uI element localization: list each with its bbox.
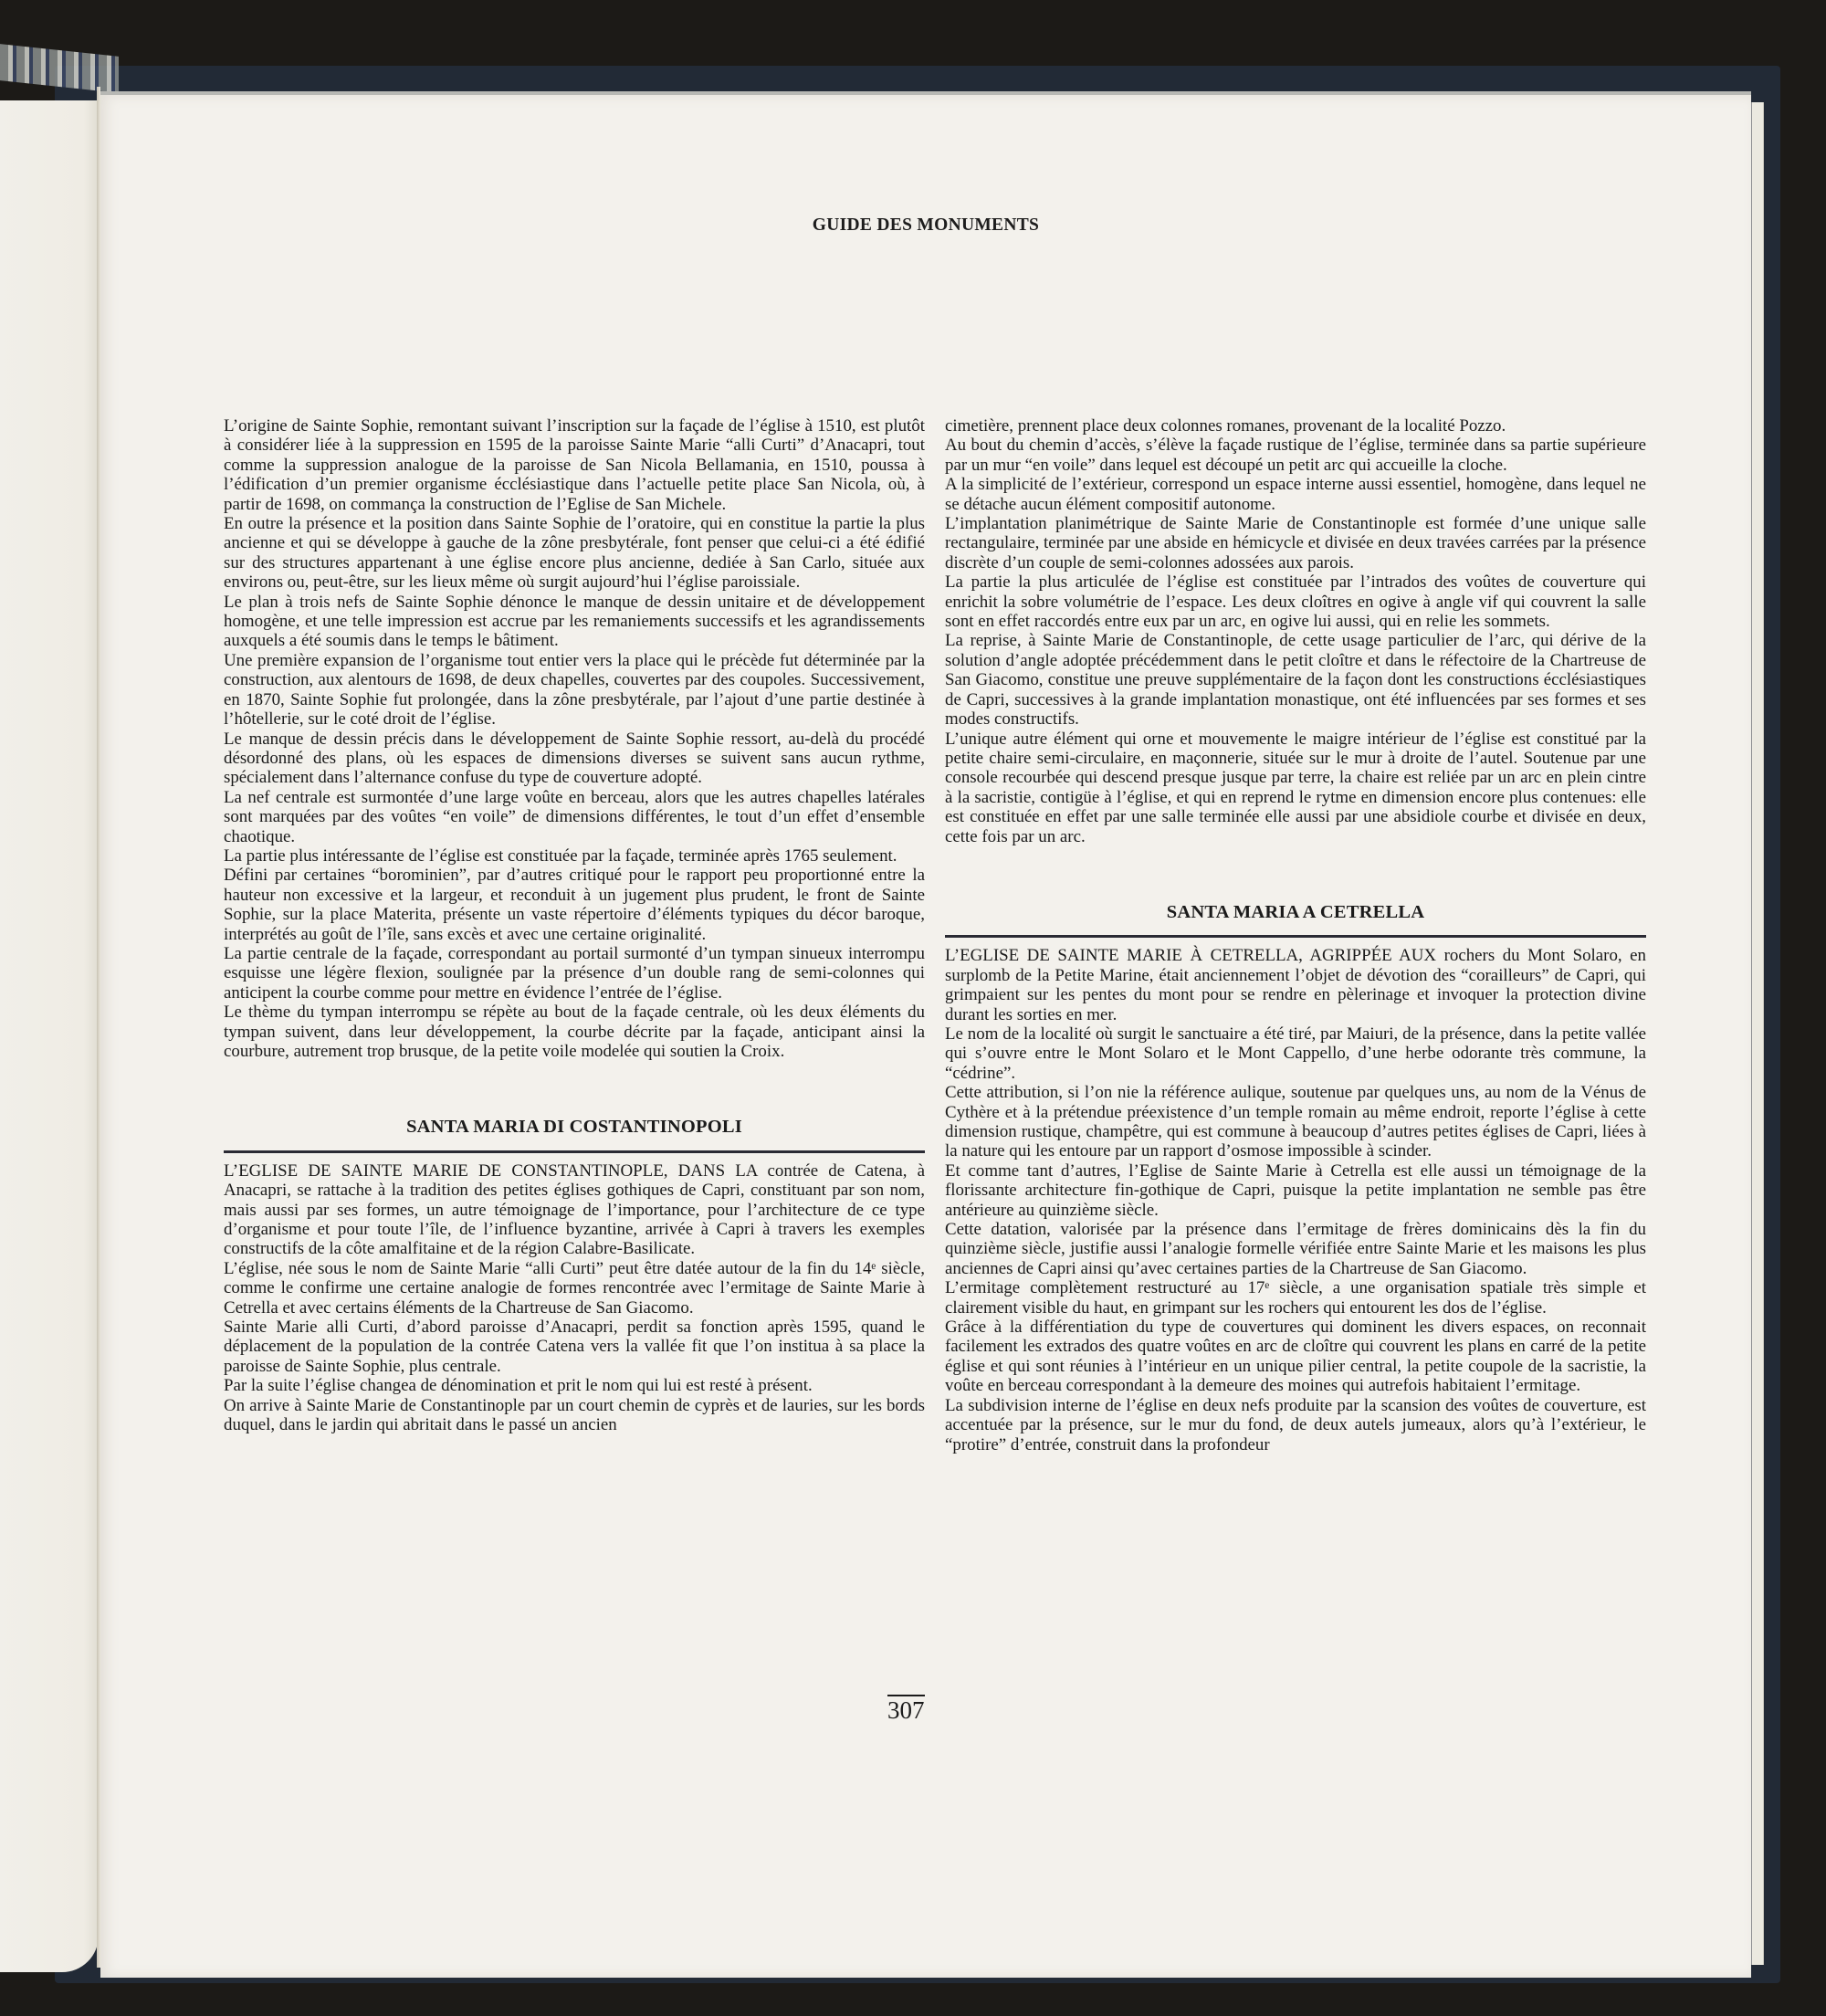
paragraph: Cette datation, valorisée par la présence dans l’ermitage de frères dominicains dès la fin du quinzième siècle, justifie aussi l’analogie formelle vérifiée entre Sainte Marie et les maisons les plus anciennes de Capri ainsi qu’avec certaines parties de la Chartreuse de San Giacomo.: [945, 1220, 1646, 1278]
right-column: [945, 416, 1646, 1454]
paragraph: Le thème du tympan interrompu se répète au bout de la façade centrale, où les deux éléments du tympan suivent, dans leur développement, la courbe décrite par la façade, anticipant ainsi la courbure, autrement trop brusque, de la petite voile modelée qui soutien la Croix.: [224, 1003, 925, 1061]
paragraph: Par la suite l’église changea de dénomination et prit le nom qui lui est resté à présent.: [224, 1376, 813, 1396]
spacer: [945, 922, 1646, 935]
paragraph: La subdivision interne de l’église en deux nefs produite par la scansion des voûtes de couverture, est accentuée par la présence, sur le mur du fond, de deux autels jumeaux, alors qu’à l’extérieur, le “protire” d’entrée, construit dans la profondeur: [945, 1395, 1646, 1454]
paragraph: L’unique autre élément qui orne et mouvemente le maigre intérieur de l’église est constitué par la petite chaire semi-circulaire, en maçonnerie, située sur le mur à droite de l’autel. Soutenue par une console recourbée qui descend presque jusque par terre, la chaire est reliée par un arc en plein cintre à la sacristie, contigüe à l’église, et qui en reprend le rytme en dimension encore plus contenues: elle est constituée en effet par une salle terminée elle aussi par une absidiole courbe et divisée en deux, cette fois par un arc.: [945, 729, 1646, 846]
paragraph: On arrive à Sainte Marie de Constantinople par un court chemin de cyprès et de lauries, sur les bords duquel, dans le jardin qui abritait dans le passé un ancien: [224, 1395, 925, 1435]
spacer: [224, 1061, 925, 1118]
paragraph: L’ermitage complètement restructuré au 17ᵉ siècle, a une organisation spatiale très simple et clairement visible du haut, en grimpant sur les rochers qui entourent les dos de l’église.: [945, 1278, 1646, 1318]
section-title-cetrella: SANTA MARIA A CETRELLA: [1166, 901, 1425, 922]
paragraph: En outre la présence et la position dans Sainte Sophie de l’oratoire, qui en constitue la partie la plus ancienne et qui se développe à gauche de la zône presbytérale, font penser que celui-ci a été édifié sur des structures appartenant à une église encore plus ancienne, dediée à San Carlo, située aux environs ou, peut-être, sur les lieux même où surgit aujourd’hui l’église paroissiale.: [224, 514, 925, 593]
paragraph: A la simplicité de l’extérieur, correspond un espace interne aussi essentiel, homogène, dans lequel ne se détache aucun élément compositif autonome.: [945, 475, 1646, 514]
section-title-costantinopoli: SANTA MARIA DI COSTANTINOPOLI: [406, 1117, 742, 1138]
previous-page-sliver: [0, 100, 99, 1972]
paragraph: L’église, née sous le nom de Sainte Marie “alli Curti” peut être datée autour de la fin du 14ᵉ siècle, comme le confirme une certaine analogie de formes rencontrée avec l’ermitage de Sainte Marie à Cetrella et avec certains éléments de la Chartreuse de San Giacomo.: [224, 1258, 925, 1318]
paragraph: La partie plus intéressante de l’église est constituée par la façade, terminée après 1765 seulement.: [224, 845, 897, 866]
spacer: [945, 938, 1646, 946]
page-edges-right: [1750, 102, 1764, 1965]
paragraph: Sainte Marie alli Curti, d’abord paroisse d’Anacapri, perdit sa fonction après 1595, quand le déplacement de la population de la contrée Catena vers la vallée fit que l’on institua à sa place la paroisse de Sainte Sophie, plus centrale.: [224, 1318, 925, 1376]
paragraph: L’origine de Sainte Sophie, remontant suivant l’inscription sur la façade de l’église à 1510, est plutôt à considérer liée à la suppression en 1595 de la paroisse Sainte Marie “alli Curti” d’Anacapri, tout comme la suppression analogue de la paroisse de San Nicola Bellamania, en 1510, poussa à l’édification d’un premier organisme écclésiastique dans l’actuelle petite place San Nicola, où, à partir de 1698, on commança la construction de l’Eglise de San Michele.: [224, 416, 925, 514]
paragraph: cimetière, prennent place deux colonnes romanes, provenant de la localité Pozzo.: [945, 416, 1506, 436]
paragraph: La reprise, à Sainte Marie de Constantinople, de cette usage particulier de l’arc, qui dérive de la solution d’angle adoptée précédemment dans le petit cloître et dans le réfectoire de la Chartreuse de San Giacomo, constitue une preuve supplémentaire de la façon dont les constructions écclésiastiques de Capri, successives à la grande implantation monastique, ont été influencées par ses formes et ses modes constructifs.: [945, 631, 1646, 730]
page-number: 307: [887, 1696, 925, 1724]
paragraph: Et comme tant d’autres, l’Eglise de Sainte Marie à Cetrella est elle aussi un témoignage de la florissante architecture fin-gothique de Capri, puisque la petite implantation ne semble pas être antérieure au quinzième siècle.: [945, 1160, 1646, 1220]
paragraph: Au bout du chemin d’accès, s’élève la façade rustique de l’église, terminée dans sa partie supérieure par un mur “en voile” dans lequel est découpé un petit arc qui accueille la cloche.: [945, 436, 1646, 475]
left-column: [224, 416, 925, 1435]
paragraph: L’implantation planimétrique de Sainte Marie de Constantinople est formée d’une unique salle rectangulaire, terminée par une abside en hémicycle et divisée en deux travées carrées par la présence discrète d’un couple de semi-colonnes adossées aux parois.: [945, 514, 1646, 572]
paragraph: La nef centrale est surmontée d’une large voûte en berceau, alors que les autres chapelles latérales sont marquées par des voûtes “en voile” de dimensions différentes, le tout d’un effet d’ensemble chaotique.: [224, 787, 925, 846]
paragraph: Défini par certaines “borominien”, par d’autres critiqué pour le rapport peu proportionné entre la hauteur non excessive et la largeur, et reconduit à un jugement plus prudent, le front de Sainte Sophie, sur la place Materita, présente un vaste répertoire d’éléments typiques du décor baroque, interprétés au goût de l’île, sans excès et avec une certaine originalité.: [224, 866, 925, 944]
paragraph: L’EGLISE DE SAINTE MARIE À CETRELLA, AGRIPPÉE AUX rochers du Mont Solaro, en surplomb de la Petite Marine, était anciennement l’objet de dévotion des “corailleurs” de Capri, qui grimpaient sur les pentes du mont pour se rendre en pèlerinage et invoquer la protection divine durant les sorties en mer.: [945, 946, 1646, 1024]
paragraph: Le nom de la localité où surgit le sanctuaire a été tiré, par Maiuri, de la présence, dans la petite vallée qui s’ouvre entre le Mont Solaro et le Mont Cappello, d’une herbe odorante très commune, la “cédrine”.: [945, 1024, 1646, 1083]
paragraph: Le plan à trois nefs de Sainte Sophie dénonce le manque de dessin unitaire et de développement homogène, et une telle impression est accrue par les remaniements successifs et les agrandissements auxquels a été soumis dans le temps le bâtiment.: [224, 592, 925, 651]
paragraph: La partie la plus articulée de l’église est constituée par l’intrados des voûtes de couverture qui enrichit la sobre volumétrie de l’espace. Les deux cloîtres en ogive à angle vif qui couvrent la salle sont en effet raccordés entre eux par un arc, en ogive lui aussi, qui en relie les sommets.: [945, 572, 1646, 632]
paragraph: Grâce à la différentiation du type de couvertures qui dominent les divers espaces, on reconnait facilement les extrados des quatre voûtes en arc de cloître qui couvrent les plans en carré de la petite église et qui sont réunies à l’intérieur en un unique pilier central, la petite coupole de la sacristie, la voûte en berceau correspondant à la demeure des moines qui autrefois habitaient l’ermitage.: [945, 1318, 1646, 1396]
running-head: GUIDE DES MONUMENTS: [812, 215, 1040, 235]
paragraph: L’EGLISE DE SAINTE MARIE DE CONSTANTINOPLE, DANS LA contrée de Catena, à Anacapri, se rattache à la tradition des petites églises gothiques de Capri, constituant par son nom, mais aussi par ses formes, un autre témoignage de l’importance, pour l’architecture de ce type d’organisme et pour toute l’île, de l’influence byzantine, arrivée à Capri à travers les exemples constructifs de la côte amalfitaine et de la région Calabre-Basilicate.: [224, 1160, 925, 1259]
spacer: [945, 846, 1646, 903]
paragraph: Une première expansion de l’organisme tout entier vers la place qui le précède fut déterminée par la construction, aux alentours de 1698, de deux chapelles, couvertes par des coupoles. Successivement, en 1870, Sainte Sophie fut prolongée, dans la zône presbytérale, par l’ajout d’une partie destinée à l’hôtellerie, sur le coté droit de l’église.: [224, 650, 925, 730]
spacer: [224, 1138, 925, 1150]
paragraph: Cette attribution, si l’on nie la référence aulique, soutenue par quelques uns, au nom de la Vénus de Cythère et à la prétendue préexistence d’un temple romain au même endroit, reporte l’église à cette dimension rustique, champêtre, qui est commune à beaucoup d’autres petites églises de Capri, liées à la nature qui les entoure par un rapport d’osmose impossible à scinder.: [945, 1083, 1646, 1161]
book-page: [100, 91, 1751, 1978]
paragraph: Le manque de dessin précis dans le développement de Sainte Sophie ressort, au-delà du procédé désordonné des plans, où les espaces de dimensions diverses se suivent sans aucun rythme, spécialement dans l’alternance confuse du type de couverture adopté.: [224, 729, 925, 788]
spacer: [224, 1153, 925, 1161]
paragraph: La partie centrale de la façade, correspondant au portail surmonté d’un tympan sinueux interrompu esquisse une légère flexion, soulignée par la présence d’un double rang de semi-colonnes qui anticipent la courbe comme pour mettre en évidence l’entrée de l’église.: [224, 943, 925, 1003]
page-stack-edge: [0, 44, 119, 93]
